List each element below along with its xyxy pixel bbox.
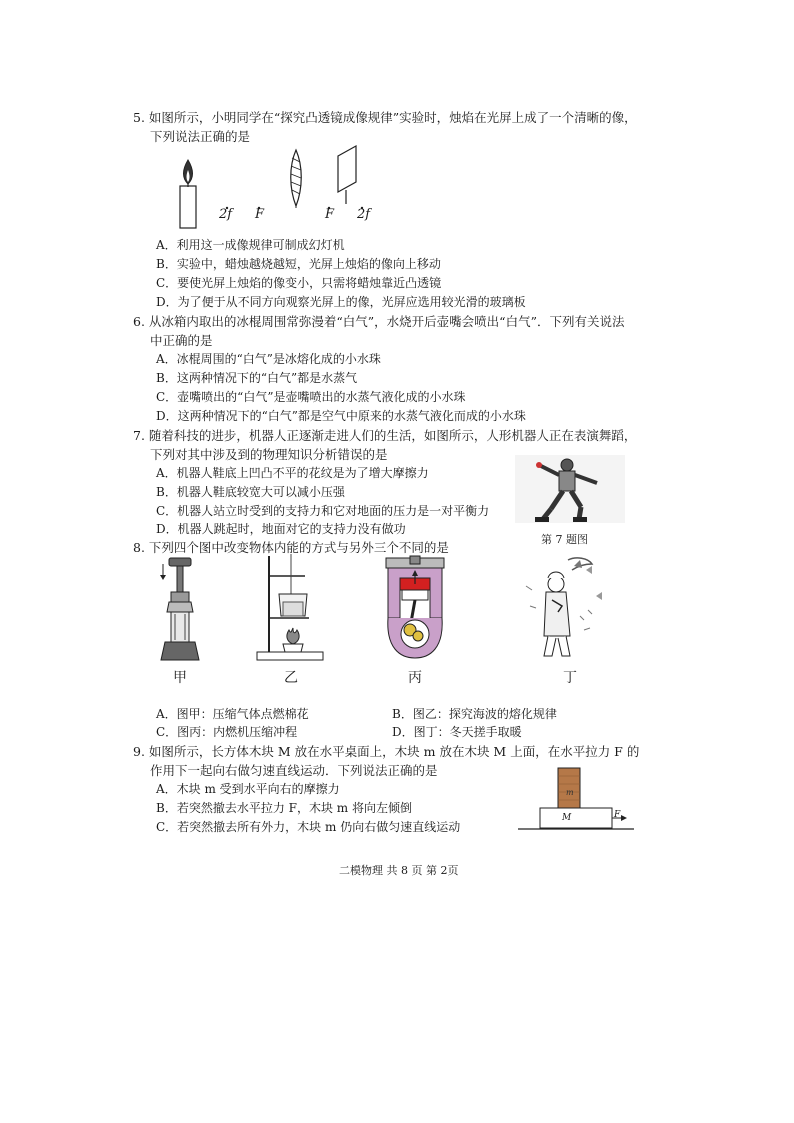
q9-option-b: B．若突然撤去水平拉力 F，木块 m 将向左倾倒 (156, 801, 412, 815)
q6-stem-line2: 中正确的是 (150, 333, 213, 348)
heating-apparatus-figure (255, 554, 325, 664)
q8-option-b: B．图乙：探究海波的熔化规律 (392, 707, 557, 721)
big-block-M (540, 808, 612, 828)
q6-option-d: D．这两种情况下的“白气”都是空气中原来的水蒸气液化而成的小水珠 (156, 409, 526, 423)
robot-dancer-image (515, 455, 625, 523)
q5-option-d: D．为了便于从不同方向观察光屏上的像，光屏应选用较光滑的玻璃板 (156, 295, 526, 309)
page-footer: 二模物理 共 8 页 第 2页 (339, 864, 459, 877)
q7-figure-caption: 第 7 题图 (541, 533, 588, 546)
figure-label-yi: 乙 (284, 670, 298, 686)
q9-stem-line2: 作用下一起向右做匀速直线运动．下列说法正确的是 (150, 763, 438, 778)
q8-stem: 8. 下列四个图中改变物体内能的方式与另外三个不同的是 (133, 540, 449, 555)
q8-option-c: C．图丙：内燃机压缩冲程 (156, 725, 298, 739)
axis-label-2f-left: 2f (219, 207, 233, 222)
q9-stem-line1: 9. 如图所示，长方体木块 M 放在水平桌面上，木块 m 放在木块 M 上面，在水平拉力 F 的 (133, 744, 640, 759)
figure-label-ding: 丁 (563, 670, 577, 686)
q7-stem-line1: 7. 随着科技的进步，机器人正逐渐走进人们的生活，如图所示，人形机器人正在表演舞蹈， (133, 428, 637, 443)
axis-label-f-left: F (255, 207, 265, 222)
q5-option-b: B．实验中，蜡烛越烧越短，光屏上烛焰的像向上移动 (156, 257, 441, 271)
light-screen-icon (338, 146, 356, 192)
q5-stem-line1: 5. 如图所示，小明同学在“探究凸透镜成像规律”实验时，烛焰在光屏上成了一个清晰的像， (133, 110, 637, 125)
big-block-label: M (562, 813, 572, 823)
figure-label-jia: 甲 (173, 670, 187, 686)
q5-stem-line2: 下列说法正确的是 (150, 129, 251, 144)
q8-option-a: A．图甲：压缩气体点燃棉花 (156, 707, 309, 721)
axis-label-f-right: F (325, 207, 335, 222)
fire-syringe-figure (155, 556, 205, 662)
candle-icon (180, 186, 196, 228)
q9-option-a: A．木块 m 受到水平向右的摩擦力 (156, 782, 340, 796)
q7-option-b: B．机器人鞋底较宽大可以减小压强 (156, 485, 345, 499)
q6-option-b: B．这两种情况下的“白气”都是水蒸气 (156, 371, 358, 385)
q5-option-a: A．利用这一成像规律可制成幻灯机 (156, 238, 345, 252)
small-block-label: m (566, 788, 574, 797)
q6-stem-line1: 6. 从冰箱内取出的冰棍周围常弥漫着“白气”，水烧开后壶嘴会喷出“白气”．下列有关说法 (133, 314, 625, 329)
q7-option-a: A．机器人鞋底上凹凸不平的花纹是为了增大摩擦力 (156, 466, 429, 480)
axis-label-2f-right: 2f (357, 207, 371, 222)
q7-option-c: C．机器人站立时受到的支持力和它对地面的压力是一对平衡力 (156, 504, 490, 518)
q6-option-a: A．冰棍周围的“白气”是冰熔化成的小水珠 (156, 352, 381, 366)
q6-option-c: C．壶嘴喷出的“白气”是壶嘴喷出的水蒸气液化成的小水珠 (156, 390, 466, 404)
q9-option-c: C．若突然撤去所有外力，木块 m 仍向右做匀速直线运动 (156, 820, 461, 834)
q5-option-c: C．要使光屏上烛焰的像变小，只需将蜡烛靠近凸透镜 (156, 276, 442, 290)
q7-option-d: D．机器人跳起时，地面对它的支持力没有做功 (156, 522, 406, 536)
q8-option-d: D．图丁：冬天搓手取暖 (392, 725, 522, 739)
force-label: F (614, 810, 621, 820)
engine-cylinder-figure (380, 556, 450, 662)
rubbing-hands-figure (518, 556, 608, 662)
force-arrow-icon (621, 815, 627, 821)
blocks-figure (518, 768, 634, 834)
figure-label-bing: 丙 (408, 670, 422, 686)
q7-stem-line2: 下列对其中涉及到的物理知识分析错误的是 (150, 447, 388, 462)
